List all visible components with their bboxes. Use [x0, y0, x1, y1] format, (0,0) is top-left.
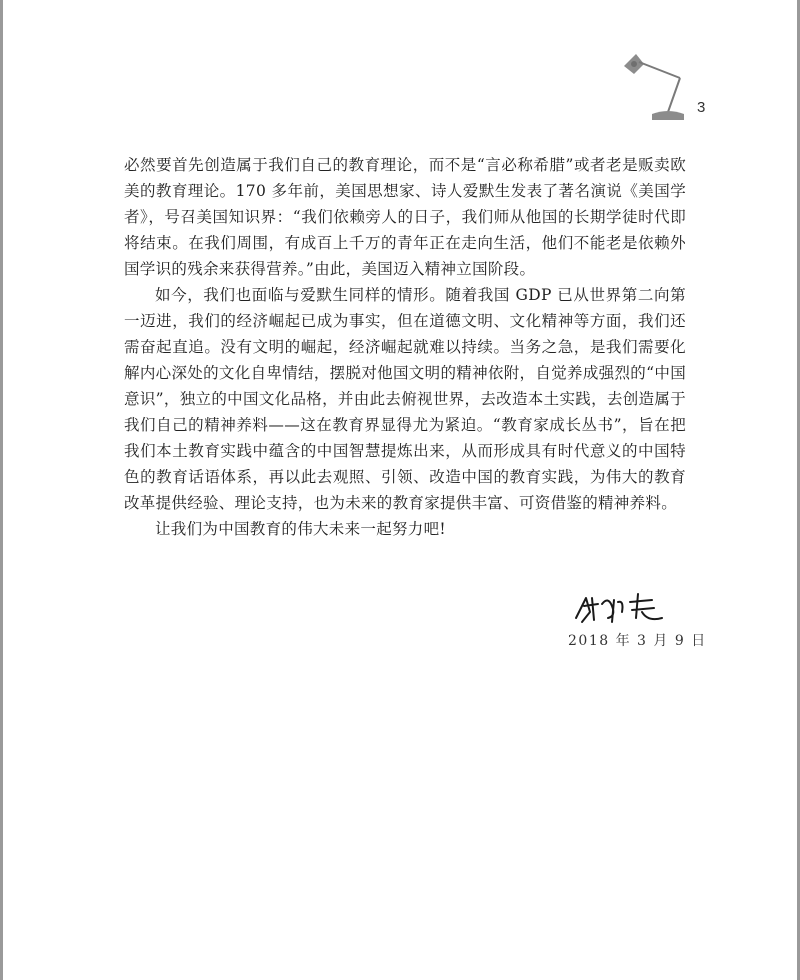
handwritten-signature [572, 588, 668, 628]
paragraph-3: 让我们为中国教育的伟大未来一起努力吧! [155, 520, 446, 538]
desk-lamp-icon [622, 52, 692, 124]
page-number: 3 [697, 99, 706, 116]
signature-date: 2018 年 3 月 9 日 [568, 633, 707, 649]
page-edge-left [0, 0, 3, 980]
body-text [124, 152, 686, 542]
paragraph-1: 必然要首先创造属于我们自己的教育理论，而不是“言必称希腊”或者老是贩卖欧美的教育理论。170 多年前，美国思想家、诗人爱默生发表了著名演说《美国学者》，号召美国知识界：“我们依赖旁人的日子，我们师从他国的长期学徒时代即将结束。在我们周围，有成百上千万的青年正在走向生活，他们不能老是依赖外国学识的残余来获得营养。”由此，美国迈入精神立国阶段。 [124, 156, 686, 278]
paragraph-2: 如今，我们也面临与爱默生同样的情形。随着我国 GDP 已从世界第二向第一迈进，我们的经济崛起已成为事实，但在道德文明、文化精神等方面，我们还需奋起直追。没有文明的崛起，经济崛起就难以持续。当务之急，是我们需要化解内心深处的文化自卑情结，摆脱对他国文明的精神依附，自觉养成强烈的“中国意识”，独立的中国文化品格，并由此去俯视世界，去改造本土实践，去创造属于我们自己的精神养料——这在教育界显得尤为紧迫。“教育家成长丛书”，旨在把我们本土教育实践中蕴含的中国智慧提炼出来，从而形成具有时代意义的中国特色的教育话语体系，再以此去观照、引领、改造中国的教育实践，为伟大的教育改革提供经验、理论支持，也为未来的教育家提供丰富、可资借鉴的精神养料。 [124, 286, 686, 512]
